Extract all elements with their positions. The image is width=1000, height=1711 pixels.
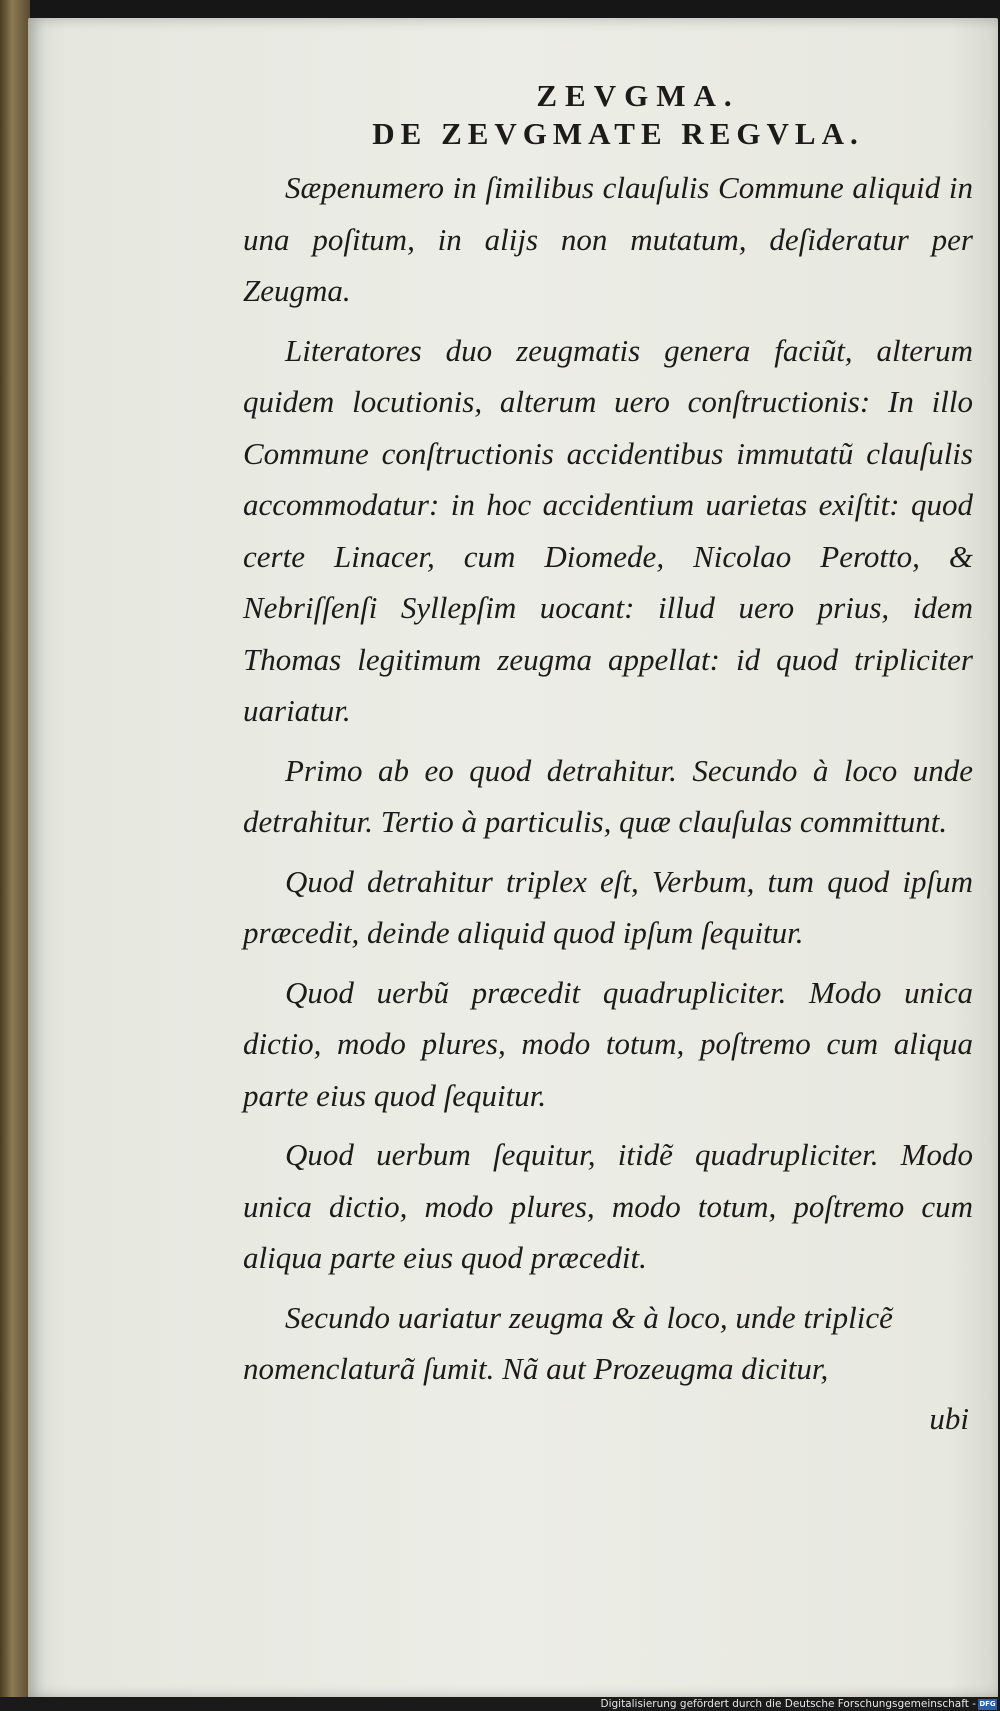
- page-text-block: [243, 78, 973, 1437]
- paragraph-2: Literatores duo zeugmatis genera faciũt, alterum quidem locutionis, alterum uero conſtructionis: In illo Commune conſtructionis accidentibus immutatũ clauſulis accommodatur: in hoc accidentium uarietas exiſtit: quod certe Linacer, cum Diomede, Nicolao Perotto, & Nebriſſenſi Syllepſim uocant: illud uero prius, idem Thomas legitimum zeugma appellat: id quod tripliciter uariatur.: [243, 332, 973, 728]
- section-heading: DE ZEVGMATE REGVLA.: [372, 116, 864, 151]
- book-page: [28, 18, 998, 1698]
- dfg-logo-icon: DFG: [979, 1700, 996, 1708]
- funding-credit: Digitalisierung gefördert durch die Deutsche Forschungsgemeinschaft -: [600, 1698, 976, 1710]
- running-head: ZEVGMA.: [536, 78, 740, 113]
- paragraph-3: Primo ab eo quod detrahitur. Secundo à loco unde detrahitur. Tertio à particulis, quæ clauſulas committunt.: [243, 752, 973, 839]
- paragraph-1: Sæpenumero in ſimilibus clauſulis Commune aliquid in una poſitum, in alijs non mutatum, deſideratur per Zeugma.: [243, 170, 973, 308]
- paragraph-6: Quod uerbum ſequitur, itidẽ quadrupliciter. Modo unica dictio, modo plures, modo totum, poſtremo cum aliqua parte eius quod præcedit.: [243, 1137, 973, 1275]
- book-spine-edge: [0, 0, 30, 1700]
- paragraph-7: Secundo uariatur zeugma & à loco, unde triplicẽ nomenclaturã ſumit. Nã aut Prozeugma dicitur,: [243, 1299, 893, 1386]
- paragraph-4: Quod detrahitur triplex eſt, Verbum, tum quod ipſum præcedit, deinde aliquid quod ipſum ſequitur.: [243, 863, 973, 950]
- paragraph-5: Quod uerbũ præcedit quadrupliciter. Modo unica dictio, modo plures, modo totum, poſtremo cum aliqua parte eius quod ſequitur.: [243, 974, 973, 1113]
- catchword: ubi: [929, 1400, 969, 1436]
- footer-bar: [0, 1697, 1000, 1711]
